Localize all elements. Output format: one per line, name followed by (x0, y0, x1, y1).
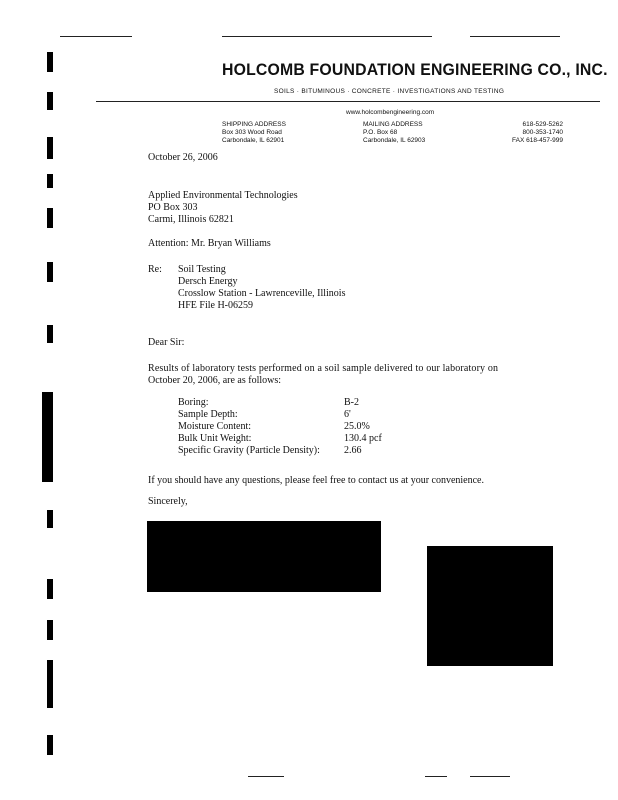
result-row: Boring: B-2 (178, 397, 359, 408)
result-row: Specific Gravity (Particle Density): 2.66 (178, 445, 362, 456)
scan-dash (425, 776, 447, 777)
letterhead-rule (96, 101, 600, 102)
scan-dash (248, 776, 284, 777)
result-row: Sample Depth: 6' (178, 409, 351, 420)
scan-mark (47, 52, 53, 72)
scan-dash (470, 776, 510, 777)
scan-mark (47, 579, 53, 599)
redacted-signature (147, 521, 381, 592)
letter-date: October 26, 2006 (148, 152, 218, 163)
company-website: www.holcombengineering.com (346, 109, 435, 116)
attention-line: Attention: Mr. Bryan Williams (148, 238, 271, 249)
re-block: Soil Testing Dersch Energy Crosslow Station - Lawrenceville, Illinois HFE File H-06259 (178, 264, 346, 311)
recipient-address: Applied Environmental Technologies PO Box 303 Carmi, Illinois 62821 (148, 190, 298, 225)
scan-dash (470, 36, 560, 37)
closing-line: If you should have any questions, please feel free to contact us at your convenience. (148, 475, 484, 486)
scan-mark (47, 735, 53, 755)
scan-mark (47, 325, 53, 343)
phone-numbers: 618-529-5262 800-353-1740 FAX 618-457-999 (512, 121, 563, 144)
result-row: Moisture Content: 25.0% (178, 421, 370, 432)
scan-mark (47, 208, 53, 228)
salutation: Dear Sir: (148, 337, 185, 348)
scan-dash (60, 36, 132, 37)
mailing-address: MAILING ADDRESS P.O. Box 68 Carbondale, IL 62903 (363, 121, 426, 144)
signoff: Sincerely, (148, 496, 188, 507)
scan-mark (47, 174, 53, 188)
company-name: HOLCOMB FOUNDATION ENGINEERING CO., INC. (222, 60, 608, 79)
result-row: Bulk Unit Weight: 130.4 pcf (178, 433, 382, 444)
re-label: Re: (148, 264, 162, 275)
scan-mark (47, 137, 53, 159)
shipping-address: SHIPPING ADDRESS Box 303 Wood Road Carbondale, IL 62901 (222, 121, 286, 144)
scan-dash (222, 36, 432, 37)
scan-mark (47, 262, 53, 282)
results-table (178, 397, 382, 457)
redacted-stamp (427, 546, 553, 666)
body-paragraph: Results of laboratory tests performed on a soil sample delivered to our laboratory on October 20, 2006, are as follows: (148, 363, 499, 386)
scan-mark (47, 660, 53, 708)
scan-mark (42, 392, 53, 482)
scan-mark (47, 620, 53, 640)
scan-mark (47, 92, 53, 110)
scan-mark (47, 510, 53, 528)
company-tagline: SOILS · BITUMINOUS · CONCRETE · INVESTIGATIONS AND TESTING (270, 88, 508, 95)
